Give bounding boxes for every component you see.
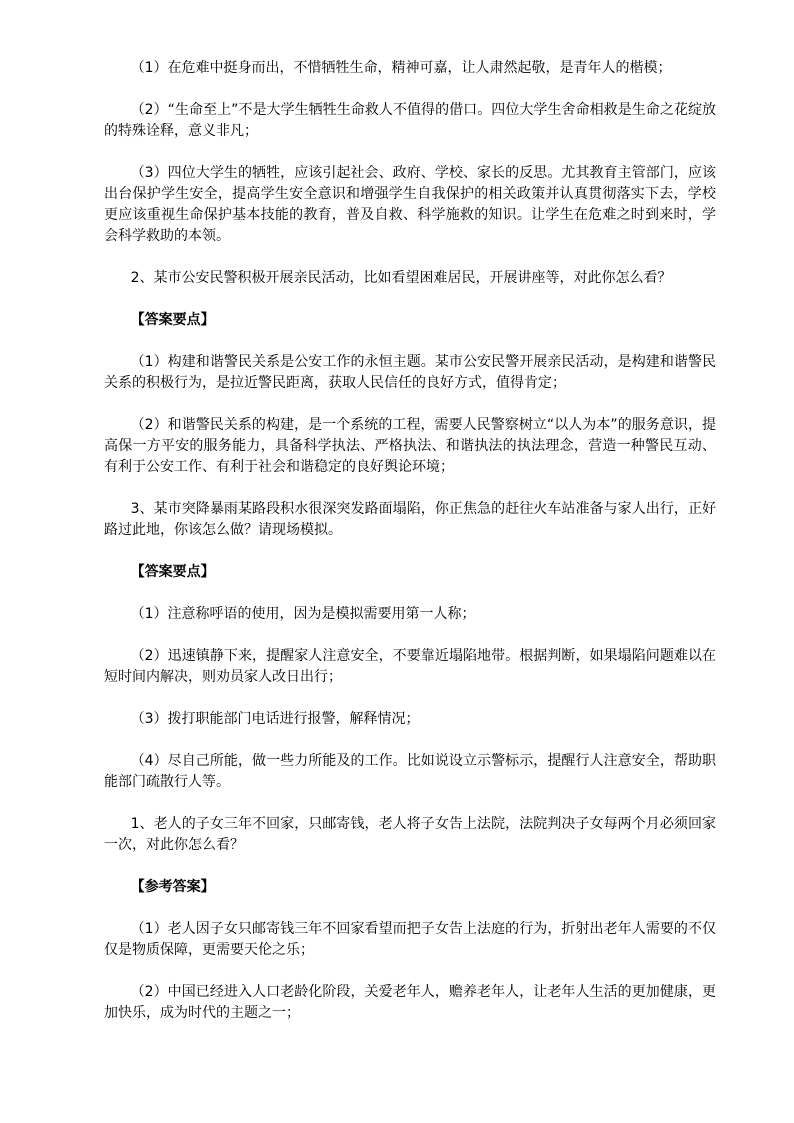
paragraph-answer-3-3: （3）拨打职能部门电话进行报警，解释情况； xyxy=(130,711,420,727)
question-1-elderly: 1、老人的子女三年不回家，只邮寄钱，老人将子女告上法院，法院判决子女每两个月必须回家一次，对此你怎么看？ xyxy=(104,816,716,853)
paragraph-answer-3-2: （2）迅速镇静下来，提醒家人注意安全，不要靠近塌陷地带。根据判断，如果塌陷问题难以在短时间内解决，则劝员家人改日出行； xyxy=(104,648,716,685)
paragraph-answer-2-2: （2）和谐警民关系的构建，是一个系统的工程，需要人民警察树立“以人为本”的服务意识，提高保一方平安的服务能力，具备科学执法、严格执法、和谐执法的执法理念，营造一种警民互动、有利于公安工作、有利于社会和谐稳定的良好舆论环境； xyxy=(104,417,716,475)
paragraph-answer-2-1: （1）构建和谐警民关系是公安工作的永恒主题。某市公安民警开展亲民活动，是构建和谐警民关系的积极行为，是拉近警民距离，获取人民信任的良好方式，值得肯定； xyxy=(104,354,716,391)
paragraph-reference-1: （1）老人因子女只邮寄钱三年不回家看望而把子女告上法庭的行为，折射出老年人需要的不仅仅是物质保障，更需要天伦之乐； xyxy=(104,921,716,958)
document-page xyxy=(104,58,716,1045)
answer-heading-3: 【答案要点】 xyxy=(130,564,215,580)
reference-answer-heading: 【参考答案】 xyxy=(130,879,215,895)
answer-heading-2: 【答案要点】 xyxy=(130,312,215,328)
paragraph-answer-3-4: （4）尽自己所能，做一些力所能及的工作。比如说设立示警标示，提醒行人注意安全，帮助职能部门疏散行人等。 xyxy=(104,753,716,790)
question-2: 2、某市公安民警积极开展亲民活动，比如看望困难居民，开展讲座等，对此你怎么看？ xyxy=(130,270,672,286)
paragraph-answer-1-2: （2）“生命至上”不是大学生牺牲生命救人不值得的借口。四位大学生舍命相救是生命之花绽放的特殊诠释，意义非凡； xyxy=(104,102,716,139)
paragraph-reference-2: （2）中国已经进入人口老龄化阶段，关爱老年人，赡养老年人，让老年人生活的更加健康，更加快乐，成为时代的主题之一； xyxy=(104,984,716,1021)
paragraph-answer-1-1: （1）在危难中挺身而出，不惜牺牲生命，精神可嘉，让人肃然起敬，是青年人的楷模； xyxy=(130,60,672,76)
question-3: 3、某市突降暴雨某路段积水很深突发路面塌陷，你正焦急的赶往火车站准备与家人出行，正好路过此地，你该怎么做？请现场模拟。 xyxy=(104,501,716,538)
paragraph-answer-1-3: （3）四位大学生的牺牲，应该引起社会、政府、学校、家长的反思。尤其教育主管部门，应该出台保护学生安全，提高学生安全意识和增强学生自我保护的相关政策并认真贯彻落实下去，学校更应该重视生命保护基本技能的教育，普及自救、科学施救的知识。让学生在危难之时到来时，学会科学救助的本领。 xyxy=(104,165,716,244)
paragraph-answer-3-1: （1）注意称呼语的使用，因为是模拟需要用第一人称； xyxy=(130,606,476,622)
